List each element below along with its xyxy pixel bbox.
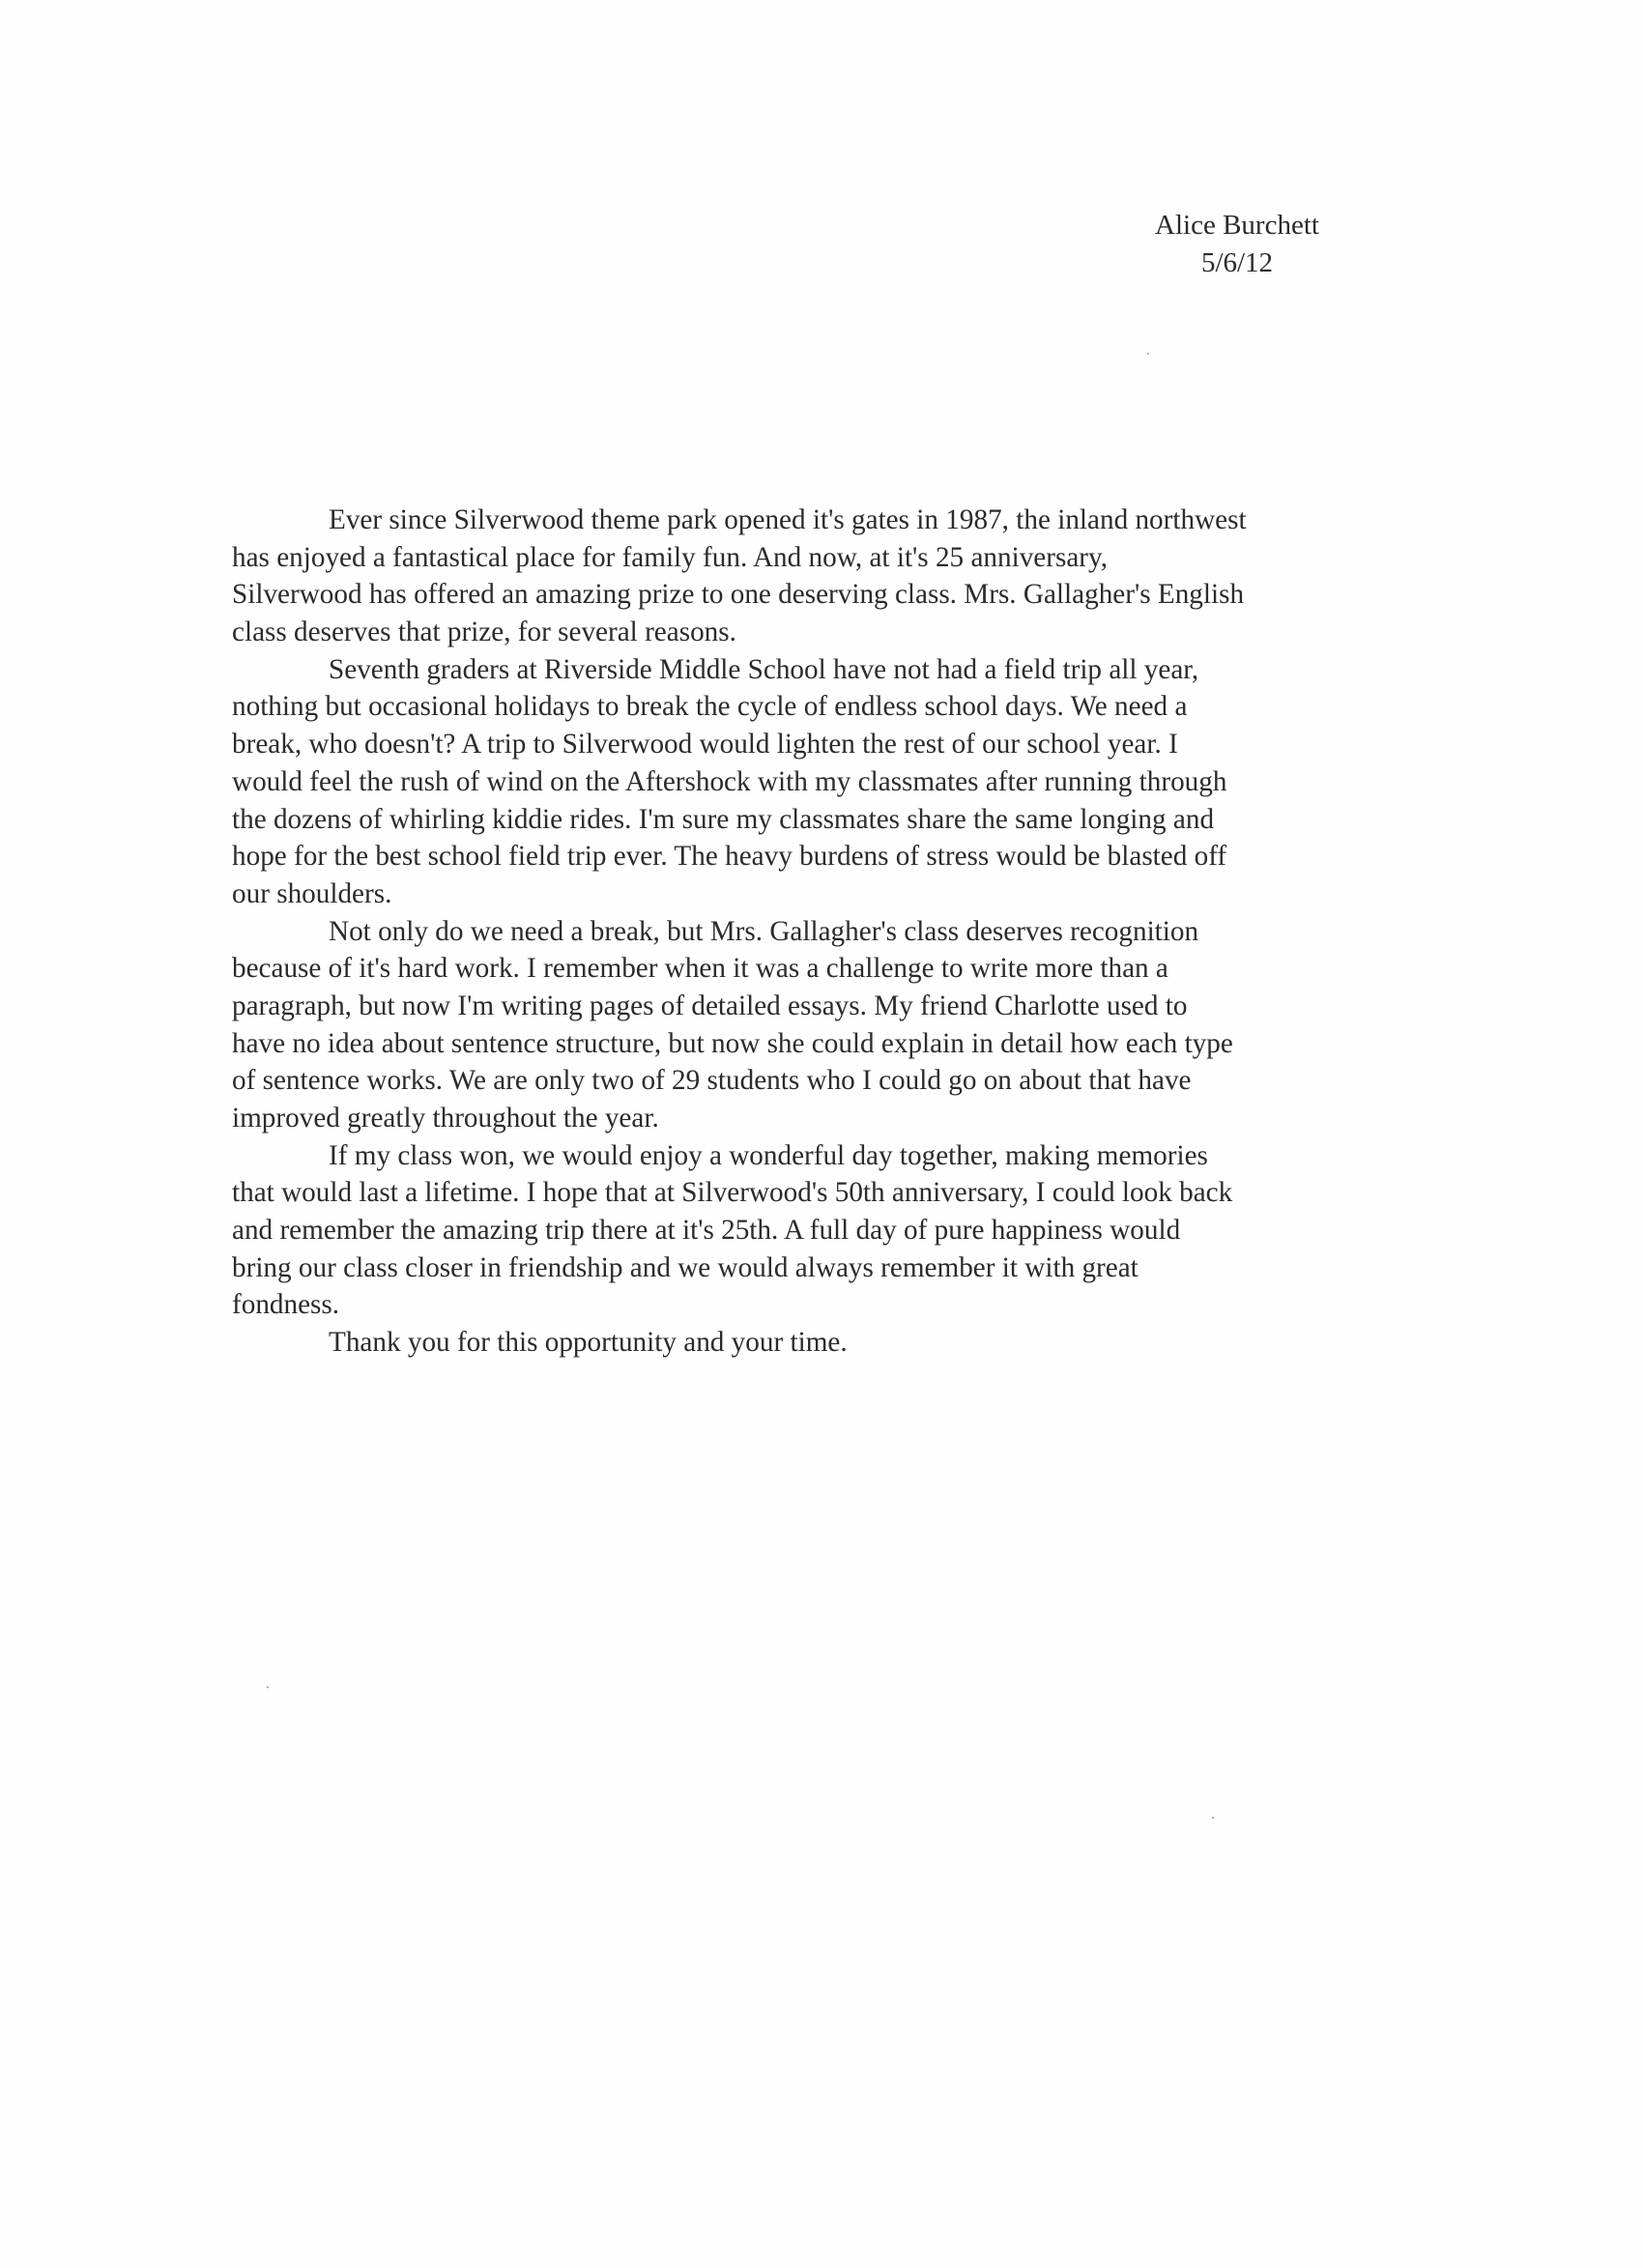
letter-line: because of it's hard work. I remember when it was a challenge to write more than a	[232, 953, 1168, 985]
letter-line: paragraph, but now I'm writing pages of detailed essays. My friend Charlotte used to	[232, 990, 1188, 1021]
letter-line: of sentence works. We are only two of 29 students who I could go on about that have	[232, 1065, 1192, 1097]
letter-header	[1073, 207, 1401, 282]
letter-line: Ever since Silverwood theme park opened it's gates in 1987, the inland northwest	[329, 504, 1247, 535]
letter-line: improved greatly throughout the year.	[232, 1103, 659, 1134]
letter-body	[232, 502, 1430, 1362]
letter-line: Not only do we need a break, but Mrs. Gallagher's class deserves recognition	[329, 915, 1199, 947]
letter-line: the dozens of whirling kiddie rides. I'm sure my classmates share the same longing and	[232, 803, 1215, 835]
letter-line: fondness.	[232, 1289, 340, 1321]
letter-line: has enjoyed a fantastical place for family fun. And now, at it's 25 anniversary,	[232, 541, 1108, 573]
scan-speck	[1212, 1817, 1214, 1819]
scan-speck	[267, 1686, 269, 1688]
letter-line: and remember the amazing trip there at it's 25th. A full day of pure happiness would	[232, 1215, 1181, 1247]
letter-date: 5/6/12	[1200, 247, 1274, 278]
letter-line: break, who doesn't? A trip to Silverwood would lighten the rest of our school year. I	[232, 729, 1178, 761]
letter-line: nothing but occasional holidays to break the cycle of endless school days. We need a	[232, 691, 1188, 723]
letter-line: that would last a lifetime. I hope that at Silverwood's 50th anniversary, I could look back	[232, 1177, 1233, 1209]
letter-line: Seventh graders at Riverside Middle School have not had a field trip all year,	[329, 653, 1199, 685]
letter-line: hope for the best school field trip ever. The heavy burdens of stress would be blasted off	[232, 841, 1227, 873]
letter-line: Silverwood has offered an amazing prize to one deserving class. Mrs. Gallagher's English	[232, 579, 1245, 611]
letter-line: bring our class closer in friendship and we would always remember it with great	[232, 1251, 1139, 1283]
letter-line: class deserves that prize, for several reasons.	[232, 617, 736, 648]
letter-line: have no idea about sentence structure, but now she could explain in detail how each type	[232, 1027, 1233, 1059]
letter-line: would feel the rush of wind on the Aftershock with my classmates after running through	[232, 765, 1227, 797]
letter-line: Thank you for this opportunity and your time.	[329, 1327, 848, 1359]
author-name: Alice Burchett	[1155, 210, 1319, 241]
scan-speck	[1147, 353, 1149, 355]
letter-line: our shoulders.	[232, 877, 392, 909]
letter-line: If my class won, we would enjoy a wonderful day together, making memories	[329, 1139, 1208, 1171]
